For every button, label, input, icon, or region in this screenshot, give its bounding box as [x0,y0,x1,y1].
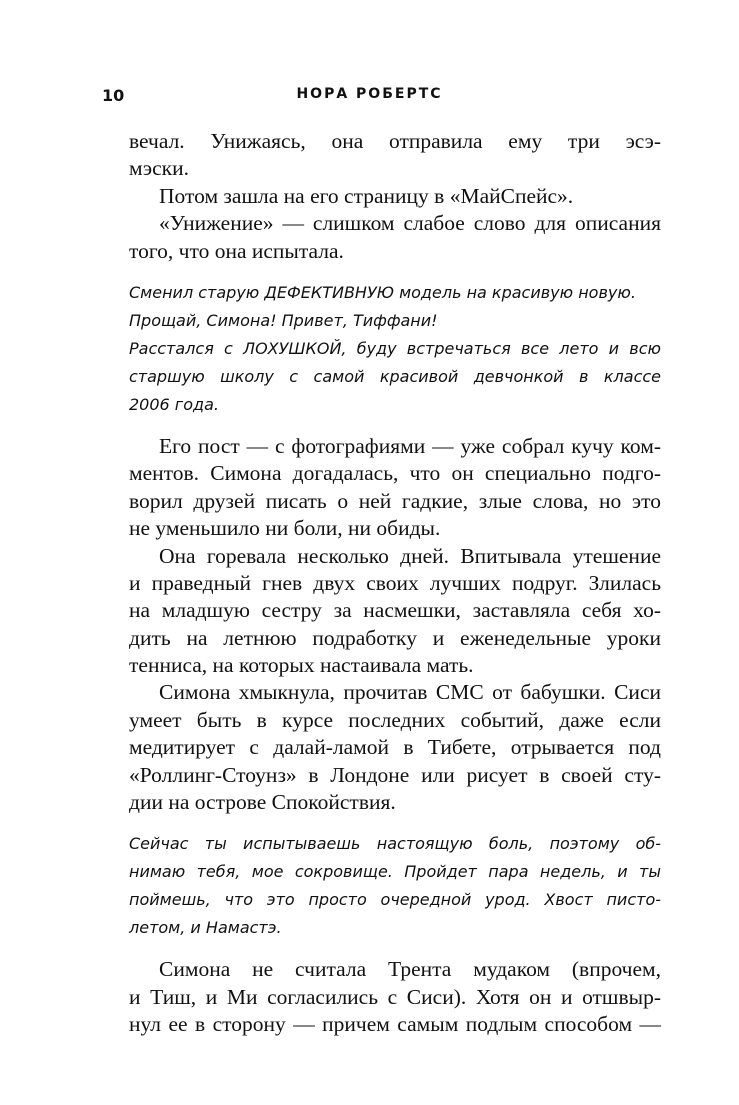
quote-line: летом, и Намастэ. [129,918,282,938]
running-head: НОРА РОБЕРТС [296,86,443,102]
text-line: дии на острове Спокойствия. [129,790,396,815]
text-line: Его пост — с фотографиями — уже собрал кучу ком- [159,433,661,458]
text-line: дить на летнюю подработку и еженедельные уроки [129,625,661,650]
text-line: «Роллинг-Стоунз» в Лондоне или рисует в своей сту- [129,762,661,787]
text-line: мэски. [129,156,189,181]
text-line: тенниса, на которых настаивала мать. [129,653,474,678]
text-line: того, что она испытала. [129,238,344,263]
quote-line: Сейчас ты испытываешь настоящую боль, поэтому об- [129,834,661,854]
quote-line: поймешь, что это просто очередной урод. Хвост писто- [129,890,661,910]
quote-line: старшую школу с самой красивой девчонкой в классе [129,366,661,386]
text-line: Потом зашла на его страницу в «МайСпейс». [159,183,574,208]
text-line: Симона хмыкнула, прочитав СМС от бабушки. Сиси [159,680,661,705]
quote-line: Сменил старую ДЕФЕКТИВНУЮ модель на красивую новую. [129,282,636,302]
text-line: и Тиш, и Ми согласились с Сиси). Хотя он и отшвыр- [129,984,661,1009]
text-line: и праведный гнев двух своих лучших подруг. Злилась [129,570,661,595]
text-line: медитирует с далай-ламой в Тибете, отрывается под [129,735,661,760]
text-line: на младшую сестру за насмешки, заставляла себя хо- [129,598,661,623]
text-line: «Унижение» — слишком слабое слово для описания [159,211,661,236]
page-number: 10 [102,86,125,105]
text-line: Симона не считала Трента мудаком (впрочем, [159,957,661,982]
page-header [0,86,739,116]
text-line: ментов. Симона догадалась, что он специально подго- [129,461,661,486]
quote-line: Расстался с ЛОХУШКОЙ, буду встречаться все лето и всю [129,338,661,358]
quote-line: 2006 года. [129,394,219,414]
text-line: умеет быть в курсе последних событий, даже если [129,707,661,732]
text-line: не уменьшило ни боли, ни обиды. [129,516,441,541]
quote-line: нимаю тебя, мое сокровище. Пройдет пара недель, и ты [129,862,661,882]
text-line: вечал. Унижаясь, она отправила ему три эсэ- [129,129,661,153]
page-body [129,128,661,1039]
text-line: Она горевала несколько дней. Впитывала утешение [159,543,661,568]
text-line: ворил друзей писать о ней гадкие, злые слова, но это [129,488,661,513]
text-line: нул ее в сторону — причем самым подлым способом — [129,1012,661,1037]
quote-line: Прощай, Симона! Привет, Тиффани! [129,310,438,330]
